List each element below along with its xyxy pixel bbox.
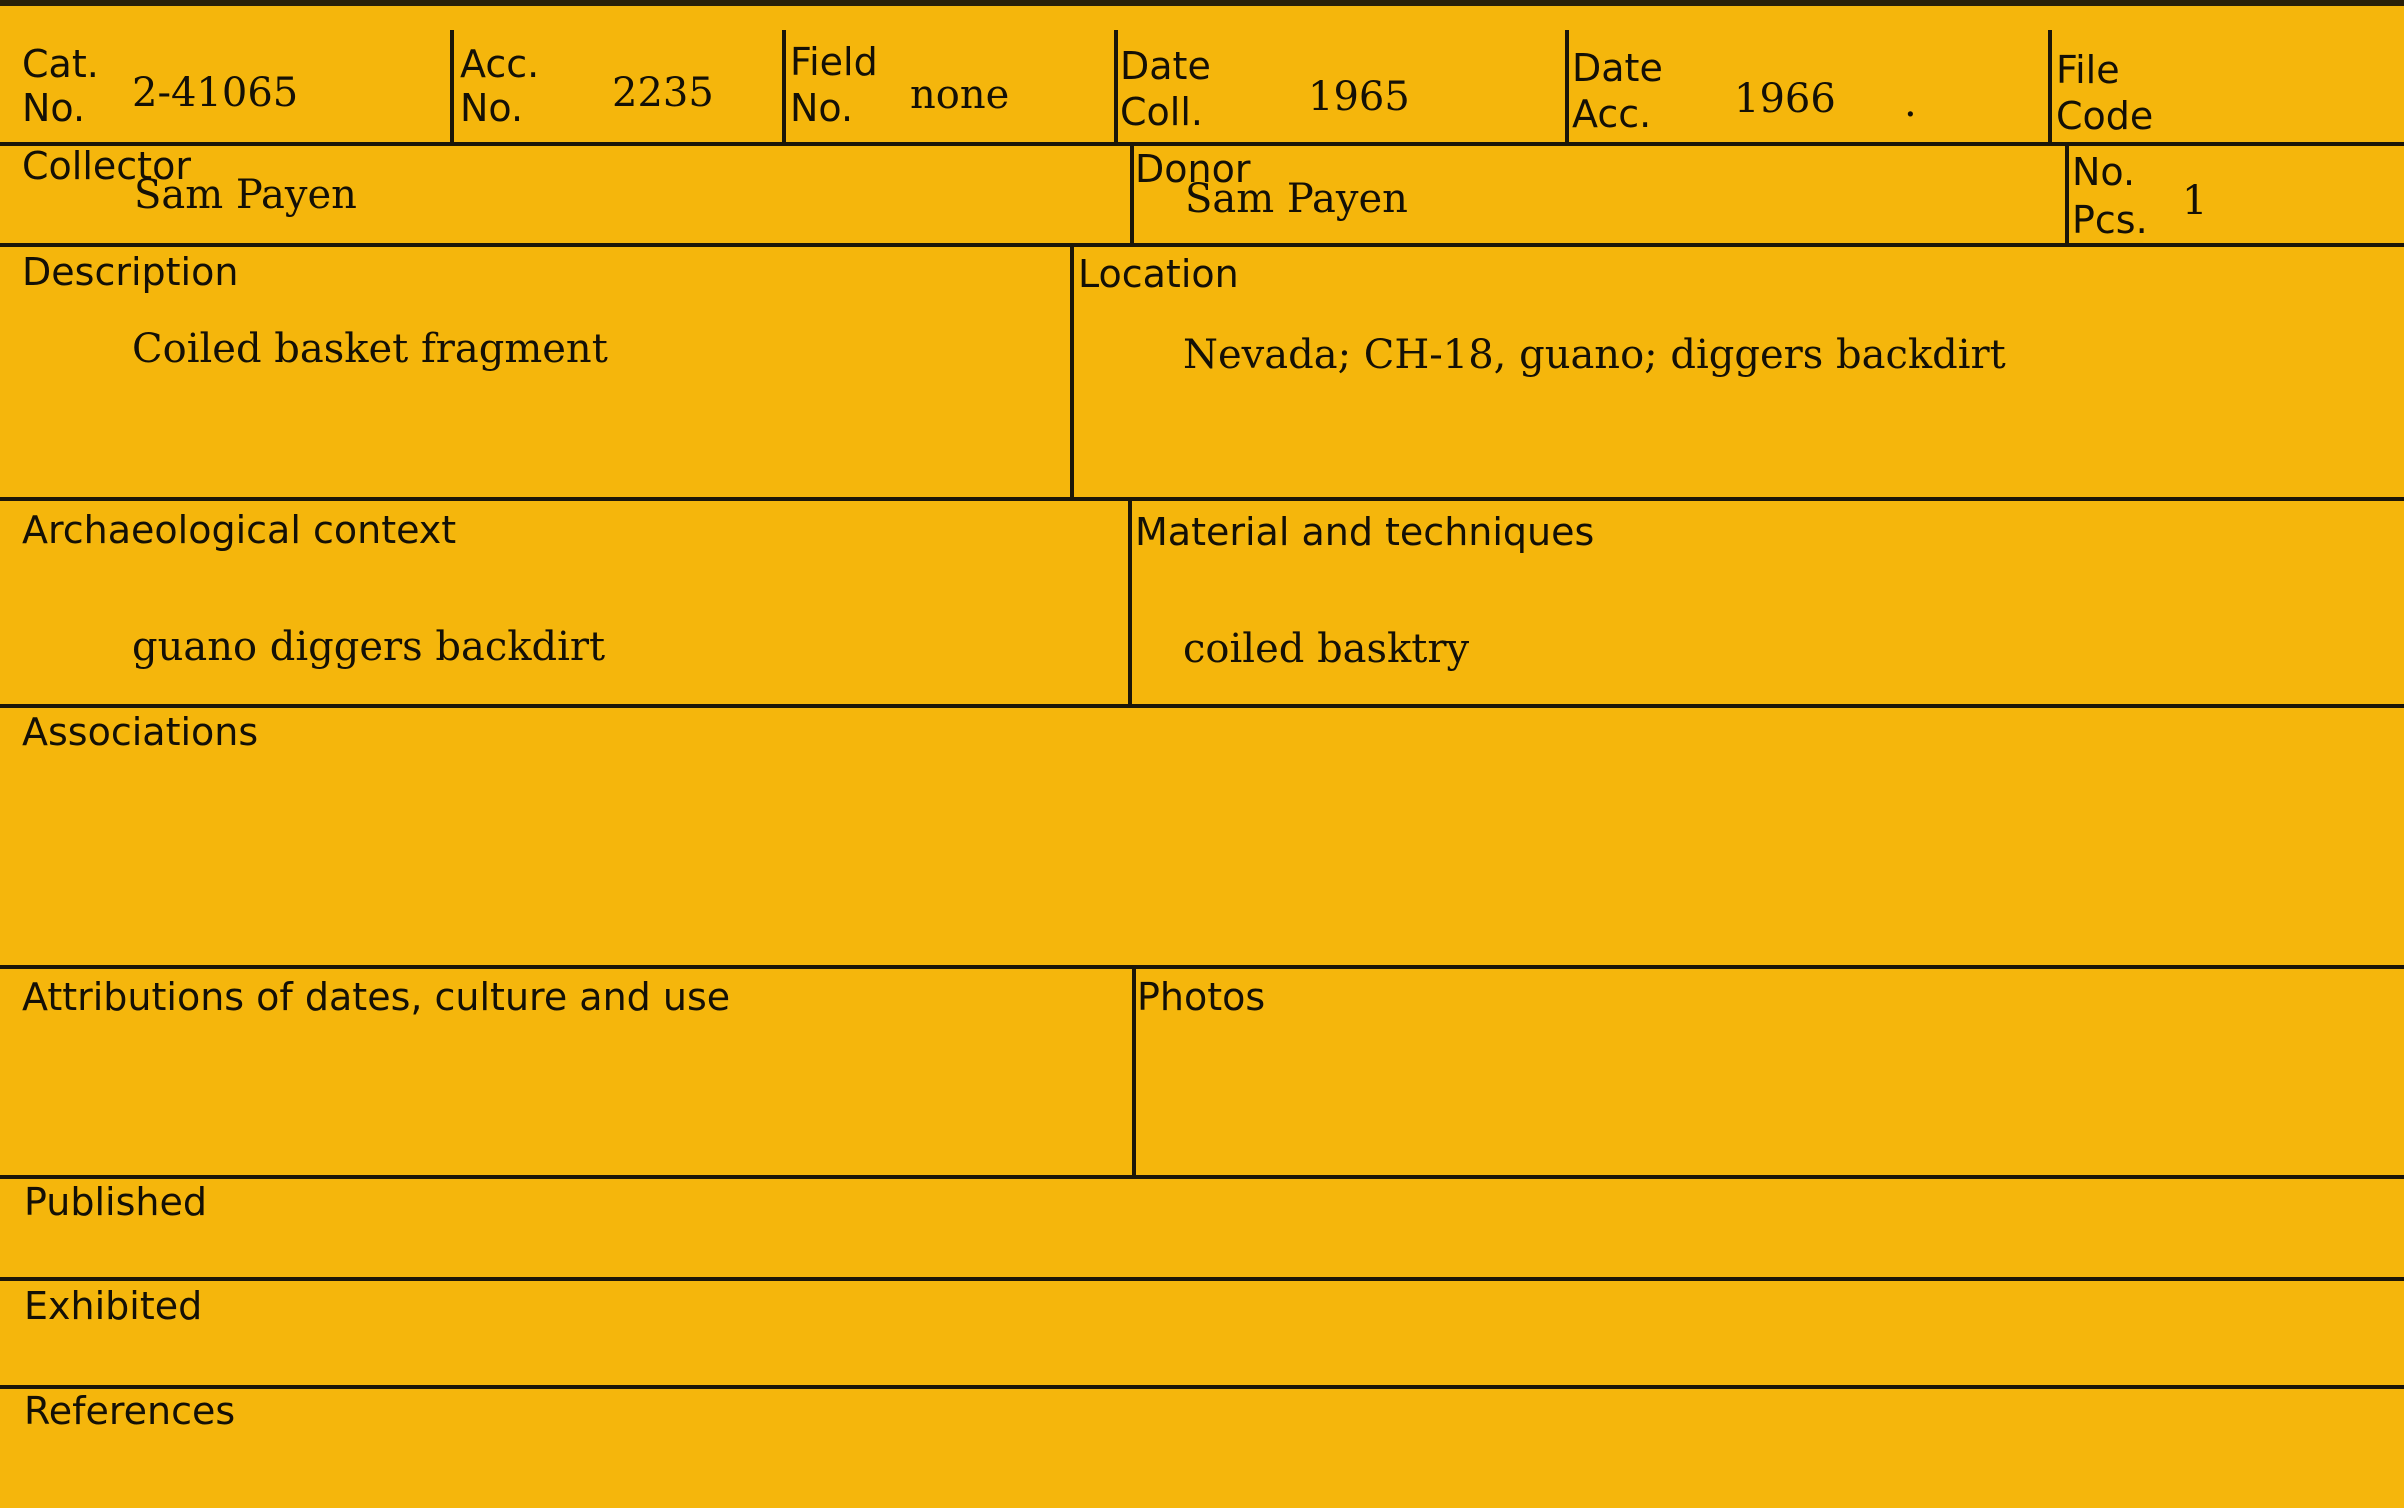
attributions-label: Attributions of dates, culture and use: [22, 975, 731, 1019]
rule-v-context-material: [1128, 499, 1132, 706]
cat-no-label-top: Cat.: [22, 42, 99, 86]
collector-label: Collector: [22, 144, 191, 188]
date-coll-value: 1965: [1308, 74, 1410, 120]
file-code-label-bottom: Code: [2056, 94, 2154, 138]
cat-no-value: 2-41065: [132, 70, 299, 116]
rule-v-cat-acc: [450, 30, 454, 144]
published-label: Published: [24, 1180, 207, 1224]
arch-context-value: guano diggers backdirt: [132, 624, 606, 670]
rule-row5-bottom: [0, 965, 2404, 969]
rule-row4-bottom: [0, 704, 2404, 708]
location-value: Nevada; CH-18, guano; diggers backdirt: [1183, 332, 2006, 378]
photos-label: Photos: [1137, 975, 1266, 1019]
date-acc-label-bottom: Acc.: [1572, 92, 1652, 136]
date-acc-suffix: .: [1904, 80, 1917, 126]
date-acc-value: 1966: [1734, 76, 1836, 122]
no-pcs-label-top: No.: [2072, 150, 2136, 194]
acc-no-label-bottom: No.: [460, 86, 524, 130]
rule-v-dateacc-filecode: [2048, 30, 2052, 144]
rule-row2-bottom: [0, 243, 2404, 247]
field-no-value: none: [910, 72, 1010, 118]
collector-value: Sam Payen: [134, 172, 357, 218]
acc-no-label-top: Acc.: [460, 42, 540, 86]
acc-no-value: 2235: [612, 70, 714, 116]
associations-label: Associations: [22, 710, 259, 754]
exhibited-label: Exhibited: [24, 1284, 203, 1328]
arch-context-label: Archaeological context: [22, 508, 457, 552]
rule-row3-bottom: [0, 497, 2404, 501]
date-coll-label-top: Date: [1120, 44, 1211, 88]
field-no-label-bottom: No.: [790, 86, 854, 130]
rule-v-donor-nopcs: [2065, 144, 2069, 245]
rule-v-desc-location: [1070, 245, 1074, 499]
material-value: coiled basktry: [1183, 626, 1470, 672]
rule-v-datecoll-dateacc: [1565, 30, 1569, 144]
donor-value: Sam Payen: [1185, 176, 1408, 222]
rule-row1-bottom: [0, 142, 2404, 146]
field-no-label-top: Field: [790, 40, 878, 84]
rule-v-collector-donor: [1130, 144, 1134, 245]
no-pcs-value: 1: [2182, 178, 2208, 224]
description-label: Description: [22, 250, 239, 294]
date-coll-label-bottom: Coll.: [1120, 90, 1203, 134]
rule-published-bottom: [0, 1277, 2404, 1281]
rule-v-field-datecoll: [1114, 30, 1118, 144]
date-acc-label-top: Date: [1572, 46, 1663, 90]
references-label: References: [24, 1389, 236, 1433]
no-pcs-label-bottom: Pcs.: [2072, 198, 2148, 242]
cat-no-label-bottom: No.: [22, 86, 86, 130]
rule-v-acc-field: [782, 30, 786, 144]
donor-label: Donor: [1135, 147, 1251, 191]
rule-v-attrib-photos: [1132, 967, 1136, 1177]
rule-exhibited-bottom: [0, 1385, 2404, 1389]
description-value: Coiled basket fragment: [132, 326, 608, 372]
rule-row6-bottom: [0, 1175, 2404, 1179]
file-code-label-top: File: [2056, 48, 2120, 92]
material-label: Material and techniques: [1135, 510, 1595, 554]
location-label: Location: [1078, 252, 1239, 296]
